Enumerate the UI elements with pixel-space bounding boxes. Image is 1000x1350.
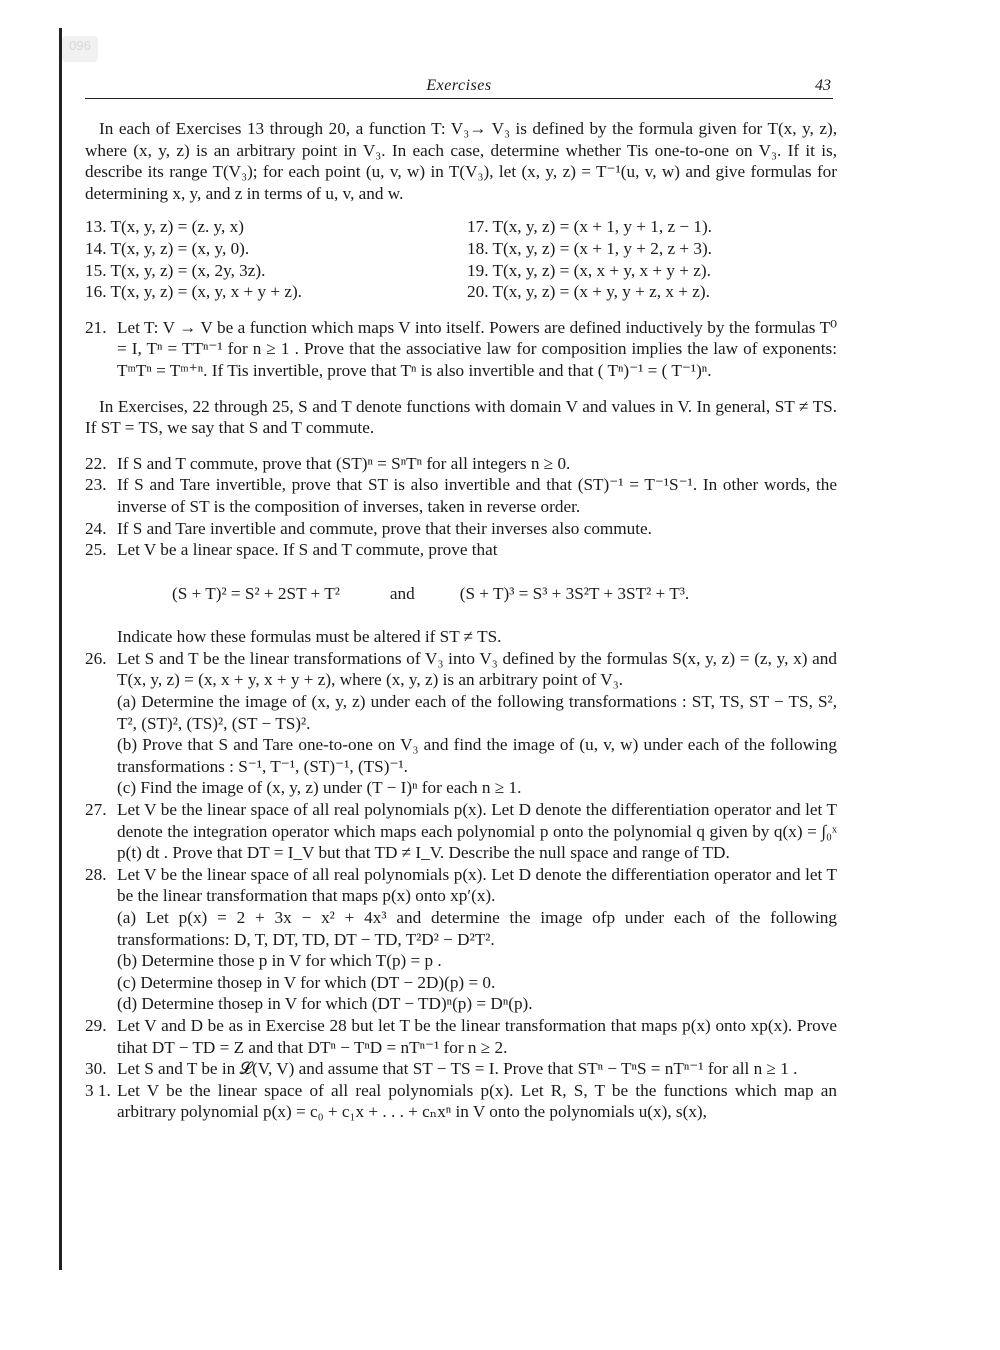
exercise-number: 28. bbox=[85, 864, 107, 884]
exercise-number: 23. bbox=[85, 475, 107, 495]
page-header bbox=[85, 74, 833, 99]
exercise-29 bbox=[85, 1015, 837, 1058]
exercise-number: 3 1. bbox=[85, 1080, 111, 1100]
display-formula bbox=[85, 583, 837, 605]
exercise-text: If S and Tare invertible, prove that ST is also invertible and that (ST)⁻¹ = T⁻¹S⁻¹. In other words, the inverse of ST is the composition of inverses, taken in reverse order. bbox=[117, 475, 837, 516]
corner-page-stamp bbox=[62, 36, 98, 62]
exercise-23 bbox=[85, 474, 837, 517]
exercise-19: 19. T(x, y, z) = (x, x + y, x + y + z). bbox=[467, 260, 711, 280]
page-body bbox=[85, 118, 837, 1123]
exercise-text: If S and Tare invertible and commute, prove that their inverses also commute. bbox=[117, 518, 652, 538]
exercise-26 bbox=[85, 648, 837, 691]
exercise-26b: (b) Prove that S and Tare one-to-one on V₃ and find the image of (u, v, w) under each of the following transformations : S⁻¹, T⁻¹, (ST)⁻¹, (TS)⁻¹. bbox=[117, 735, 837, 776]
exercise-number: 25. bbox=[85, 540, 107, 560]
short-exercises-grid bbox=[85, 216, 837, 302]
exercise-text: Let V be a linear space. If S and T commute, prove that bbox=[117, 540, 498, 560]
formula-cube: (S + T)³ = S³ + 3S²T + 3ST² + T³. bbox=[459, 583, 690, 603]
exercise-22 bbox=[85, 453, 837, 475]
exercise-14: 14. T(x, y, z) = (x, y, 0). bbox=[85, 238, 250, 258]
exercise-20: 20. T(x, y, z) = (x + y, y + z, x + z). bbox=[467, 282, 710, 302]
exercise-text: Let S and T be in 𝓛(V, V) and assume that ST − TS = I. Prove that STⁿ − TⁿS = nTⁿ⁻¹ for all n ≥ 1 . bbox=[117, 1059, 798, 1079]
exercise-27 bbox=[85, 799, 837, 864]
formula-square: (S + T)² = S² + 2ST + T² bbox=[172, 583, 340, 603]
exercise-31 bbox=[85, 1080, 837, 1123]
exercise-28d: (d) Determine thosep in V for which (DT − TD)ⁿ(p) = Dⁿ(p). bbox=[117, 994, 533, 1014]
exercise-15: 15. T(x, y, z) = (x, 2y, 3z). bbox=[85, 260, 266, 280]
exercise-text: If S and T commute, prove that (ST)ⁿ = SⁿTⁿ for all integers n ≥ 0. bbox=[117, 453, 571, 473]
running-title: Exercises bbox=[426, 77, 492, 94]
page-number: 43 bbox=[815, 77, 831, 94]
exercise-26a: (a) Determine the image of (x, y, z) under each of the following transformations : ST, TS, ST − TS, S², T², (ST)², (TS)², (ST − TS)². bbox=[117, 692, 837, 733]
exercise-number: 29. bbox=[85, 1015, 107, 1035]
exercise-25 bbox=[85, 539, 837, 561]
left-margin-rule bbox=[59, 28, 62, 1270]
exercise-28 bbox=[85, 864, 837, 907]
exercise-28b: (b) Determine those p in V for which T(p) = p . bbox=[117, 951, 442, 971]
exercise-26c: (c) Find the image of (x, y, z) under (T − I)ⁿ for each n ≥ 1. bbox=[117, 778, 522, 798]
exercise-21 bbox=[85, 317, 837, 382]
exercise-text: Let V be the linear space of all real polynomials p(x). Let R, S, T be the functions which map an arbitrary polynomial p(x) = c₀ + c₁x + . . . + cₙxⁿ in V onto the polynomials u(x), s(x), bbox=[117, 1080, 837, 1122]
exercise-13: 13. T(x, y, z) = (z. y, x) bbox=[85, 217, 244, 237]
exercise-30 bbox=[85, 1058, 837, 1080]
exercise-17: 17. T(x, y, z) = (x + 1, y + 1, z − 1). bbox=[467, 217, 712, 237]
exercise-18: 18. T(x, y, z) = (x + 1, y + 2, z + 3). bbox=[467, 238, 712, 258]
exercise-text: Let V be the linear space of all real polynomials p(x). Let D denote the differentiation operator and let T be the linear transformation that maps p(x) onto xp′(x). bbox=[117, 864, 837, 906]
exercise-number: 30. bbox=[85, 1059, 107, 1079]
exercise-24 bbox=[85, 518, 837, 540]
exercise-text: Let V be the linear space of all real polynomials p(x). Let D denote the differentiation operator and let T denote the integration operator which maps each polynomial p onto the polynomial q given by q(x) = ∫₀ˣ p(t) dt . Prove that DT = I_V but that TD ≠ I_V. Describe the null space and range of TD. bbox=[117, 800, 837, 863]
exercise-28c: (c) Determine thosep in V for which (DT − 2D)(p) = 0. bbox=[117, 972, 496, 992]
exercise-number: 22. bbox=[85, 453, 107, 473]
section-intro-paragraph: In Exercises, 22 through 25, S and T denote functions with domain V and values in V. In general, ST ≠ TS. If ST = TS, we say that S and T commute. bbox=[85, 396, 837, 438]
exercise-25-tail: Indicate how these formulas must be altered if ST ≠ TS. bbox=[117, 627, 502, 647]
exercise-number: 26. bbox=[85, 648, 107, 668]
exercise-28a: (a) Let p(x) = 2 + 3x − x² + 4x³ and determine the image ofp under each of the following transformations: D, T, DT, TD, DT − TD, T²D² − D²T². bbox=[117, 908, 837, 949]
exercise-text: Let V and D be as in Exercise 28 but let T be the linear transformation that maps p(x) onto xp(x). Prove tihat DT − TD = Z and that DTⁿ − TⁿD = nTⁿ⁻¹ for n ≥ 2. bbox=[117, 1015, 837, 1057]
exercise-text: Let S and T be the linear transformations of V₃ into V₃ defined by the formulas S(x, y, z) = (z, y, x) and T(x, y, z) = (x, x + y, x + y + z), where (x, y, z) is an arbitrary point of V₃. bbox=[117, 648, 837, 690]
exercise-number: 27. bbox=[85, 800, 107, 820]
exercise-number: 24. bbox=[85, 518, 107, 538]
corner-stamp-text: 096 bbox=[69, 38, 91, 53]
exercise-number: 21. bbox=[85, 317, 107, 337]
formula-connector: and bbox=[389, 583, 415, 603]
exercise-text: Let T: V → V be a function which maps V into itself. Powers are defined inductively by the formulas T⁰ = I, Tⁿ = TTⁿ⁻¹ for n ≥ 1 . Prove that the associative law for composition implies the law of exponents: TᵐTⁿ = Tᵐ⁺ⁿ. If Tis invertible, prove that Tⁿ is also invertible and that ( Tⁿ)⁻¹ = ( T⁻¹)ⁿ. bbox=[117, 317, 837, 380]
intro-paragraph: In each of Exercises 13 through 20, a function T: V₃→ V₃ is defined by the formula given for T(x, y, z), where (x, y, z) is an arbitrary point in V₃. In each case, determine whether Tis one-to-one on V₃. If it is, describe its range T(V₃); for each point (u, v, w) in T(V₃), let (x, y, z) = T⁻¹(u, v, w) and give formulas for determining x, y, and z in terms of u, v, and w. bbox=[85, 119, 837, 203]
exercise-16: 16. T(x, y, z) = (x, y, x + y + z). bbox=[85, 282, 302, 302]
